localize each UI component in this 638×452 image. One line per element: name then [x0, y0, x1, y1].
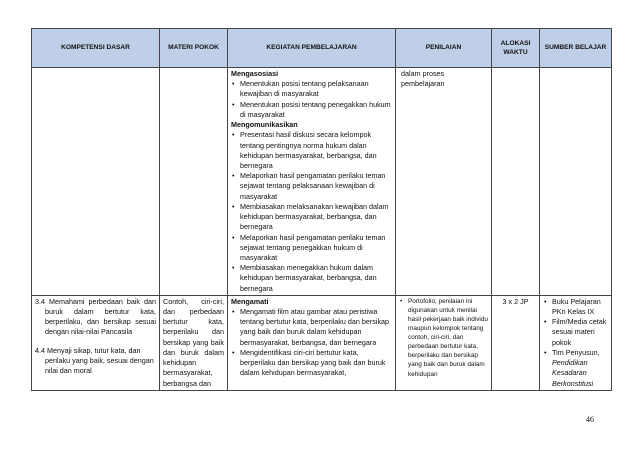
penilaian-text: dalam proses pembelajaran	[401, 69, 445, 89]
penilaian-list	[399, 297, 488, 379]
header-penilaian: PENILAIAN	[396, 29, 492, 68]
list-item	[543, 348, 608, 389]
sumber-author: Tim Penyusun,	[552, 347, 600, 357]
materi-cell	[160, 295, 228, 390]
komunikasi-list	[231, 130, 392, 294]
sumber-cell	[540, 68, 612, 296]
page-number: 46	[586, 415, 594, 424]
sumber-book-title: Pendidikan Kesadaran Berkonstitusi	[552, 358, 594, 388]
list-item: • Buku Pelajaran PKn Kelas IX	[543, 297, 608, 317]
list-item: • Presentasi hasil diskusi secara kelompok tentang pentingnya norma hukum dalan kehidupan bermasyarakat, berbangsa, dan bernegara	[231, 130, 392, 171]
header-kompetensi-dasar: KOMPETENSI DASAR	[32, 29, 160, 68]
list-item: • Mengidentifikasi ciri-ciri bertutur kata, berperilaku dan bersikap yang baik dan buruk dalam kehidupan bermasyarakat,	[231, 348, 392, 379]
alokasi-text: 3 x 2 JP	[502, 296, 529, 306]
syllabus-table	[31, 28, 612, 391]
amati-list	[231, 307, 392, 379]
sumber-list	[543, 297, 608, 389]
header-alokasi-waktu: ALOKASI WAKTU	[492, 29, 540, 68]
header-kegiatan-pembelajaran: KEGIATAN PEMBELAJARAN	[228, 29, 396, 68]
alokasi-cell	[492, 68, 540, 296]
list-item: • Membiasakan melaksanakan kewajiban dalam kehidupan bermasyarakat, berbangsa, dan bernegara	[231, 202, 392, 233]
list-item: • Menentukan posisi tentang pelaksanaan kewajiban di masyarakat	[231, 79, 392, 99]
kegiatan-cell	[228, 68, 396, 296]
mengomunikasikan-title: Mengomunikasikan	[231, 120, 298, 130]
mengasosiasi-title: Mengasosiasi	[231, 69, 279, 78]
mengamati-title: Mengamati	[231, 296, 269, 306]
list-item: • Melaporkan hasil pengamatan perilaku teman sejawat tentang penegakkan hukum di masyarakat	[231, 233, 392, 264]
table-row	[32, 68, 612, 296]
list-item: • Menentukan posisi tentang penegakkan hukum di masyarakat	[231, 100, 392, 120]
kegiatan-cell	[228, 295, 396, 390]
table-row	[32, 295, 612, 390]
materi-text: Contoh, ciri-ciri, dan perbedaan bertutur kata, berperilaku dan bersikap yang baik dan buruk dalam kehidupan bermasyarakat, berbangsa dan	[163, 296, 224, 388]
kd-3-4: 3.4 Memahami perbedaan baik dan buruk dalam bertutur kata, berperilaku, dan bersikap sesuai dengan nilai-nilai Pancasila	[35, 296, 156, 337]
alokasi-cell	[492, 295, 540, 390]
kd-cell	[32, 295, 160, 390]
list-item: • Membiasakan menegakkan hukum dalam kehidupan bermasyarakat, berbangsa, dan bernegara	[231, 263, 392, 294]
asosiasi-list	[231, 79, 392, 120]
sumber-cell	[540, 295, 612, 390]
list-item: • Mengamati film atau gambar atau peristiwa tentang bertutur kata, berperilaku dan bersikap yang baik dan buruk dalam kehidupan bermasyarakat, berbangsa, dan bernegara	[231, 307, 392, 348]
penilaian-cell	[396, 68, 492, 296]
table-header-row	[32, 29, 612, 68]
kd-cell	[32, 68, 160, 296]
list-item: • Portofolio; penilaian ini digunakan untuk menilai hasil pekerjaan baik individu maupun kelompok tentang contoh, ciri-ciri, dan perbedaan bertutur kata, berperilaku dan bersikap yang baik dan buruk dalam kehidupan	[399, 297, 488, 379]
header-materi-pokok: MATERI POKOK	[160, 29, 228, 68]
list-item: • Film/Media cetak sesuai materi pokok	[543, 317, 608, 348]
materi-cell	[160, 68, 228, 296]
list-item: • Melaporkan hasil pengamatan perilaku teman sejawat tentang pelaksanaan kewajiban di masyarakat	[231, 171, 392, 202]
penilaian-cell	[396, 295, 492, 390]
kd-4-4: 4.4 Menyaji sikap, tutur kata, dan perilaku yang baik, sesuai dengan nilai dan moral	[35, 345, 154, 376]
header-sumber-belajar: SUMBER BELAJAR	[540, 29, 612, 68]
